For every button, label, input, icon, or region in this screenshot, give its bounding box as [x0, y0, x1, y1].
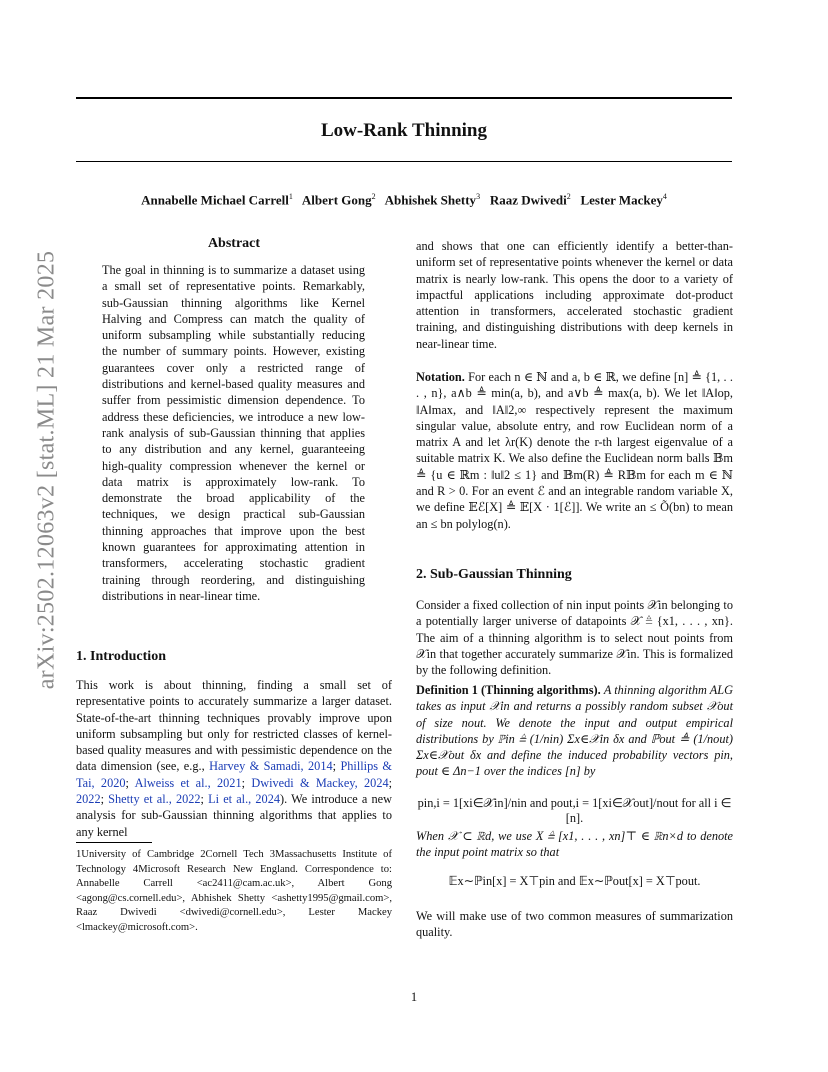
notation-text: For each n ∈ ℕ and a, b ∈ ℝ, we define	[468, 370, 671, 384]
author-name: Annabelle Michael Carrell	[141, 192, 289, 208]
section2-closing-paragraph: We will make use of two common measures of summarization quality.	[416, 909, 733, 940]
author-name: Abhishek Shetty	[384, 192, 477, 208]
citation-link[interactable]: Li et al., 2024	[208, 792, 280, 807]
equation-probability-vectors: pin,i = 1[xi∈𝒳in]/nin and pout,i = 1[xi∈𝒳out]/nout for all i ∈ [n].	[417, 796, 732, 825]
author-name: Lester Mackey	[580, 192, 663, 208]
title-top-rule	[76, 97, 732, 99]
paper-title: Low-Rank Thinning	[321, 120, 487, 141]
title-bottom-rule	[76, 161, 732, 162]
author-affiliation-mark: 3	[476, 192, 481, 201]
introduction-heading: 1. Introduction	[76, 649, 166, 664]
notation-label: Notation.	[416, 370, 465, 384]
author-affiliation-mark: 2	[371, 192, 376, 201]
definition-text: A thinning algorithm ALG takes as input 𝒳in and returns a possibly random subset 𝒳out of size nout. We denote the input and output empirical distributions by ℙin ≜ (1/nin) Σx∈𝒳in δx and ℙout ≜ (1/nout) Σx∈𝒳out δx and define the induced probability vectors pin, pout ∈ Δn−1 over the indices [n] by	[416, 683, 734, 779]
abstract-heading: Abstract	[207, 236, 261, 251]
footnote-rule	[76, 842, 152, 843]
section2-heading: 2. Sub-Gaussian Thinning	[416, 567, 572, 582]
intro-text: ). We introduce a new analysis for sub-Gaussian thinning algorithms that applies to any kernel	[76, 792, 392, 839]
author-list	[76, 192, 732, 208]
equation-expectations: 𝔼x∼ℙin[x] = X⊤pin and 𝔼x∼ℙout[x] = X⊤pout.	[448, 874, 701, 888]
abstract-text: The goal in thinning is to summarize a dataset using a small set of representative points. Remarkably, sub-Gaussian thinning algorithms like Kernel Halving and Compress can match the quality of uniform subsampling while substantially reducing the number of summary points. However, existing guarantees cover only a restricted range of distributions and kernel-based quality measures and suffer from pessimistic dimension dependence. To address these deficiencies, we introduce a new low-rank analysis of sub-Gaussian thinning that applies to any distribution and any kernel, guaranteeing high-quality compression whenever the kernel or data matrix is approximately low-rank. To demonstrate the broad applicability of the techniques, we design practical sub-Gaussian thinning approaches that improve upon the best known guarantees for approximating attention in transformers, accelerating stochastic gradient training through reordering, and distinguishing distributions in near-linear time.	[102, 263, 365, 603]
definition-label: Definition 1	[416, 683, 478, 697]
notation-text: [n] ≜ {1, . . . , n}, a∧b ≜ min(a, b), and a∨b ≜ max(a, b).	[416, 370, 734, 401]
arxiv-stamp	[24, 250, 70, 690]
definition-name: (Thinning algorithms).	[481, 683, 601, 697]
intro-text: This work is about thinning, finding a small set of representative points to accurately summarize a larger dataset. State-of-the-art thinning techniques provably improve upon uniform subsampling but only for restricted classes of kernel-based quality measures and with pessimistic dependence on the data dimension (see, e.g.,	[76, 678, 392, 774]
citation-link[interactable]: Harvey & Samadi, 2014	[209, 759, 333, 774]
citation-link[interactable]: 2022	[76, 792, 101, 807]
author-affiliation-mark: 4	[662, 192, 667, 201]
author-name: Albert Gong	[301, 192, 372, 208]
citation-link[interactable]: Dwivedi & Mackey, 2024	[251, 775, 389, 790]
author-affiliation-mark: 2	[566, 192, 571, 201]
citation-link[interactable]: Phillips & Tai, 2020	[76, 759, 392, 790]
citation-link[interactable]: Shetty et al., 2022	[108, 792, 201, 807]
introduction-paragraph: This work is about thinning, finding a small set of representative points to accurately summarize a larger dataset. State-of-the-art thinning techniques provably improve upon uniform subsampling but only for restricted classes of kernel-based quality measures and with pessimistic dependence on the data dimension (see, e.g., Harvey & Samadi, 2014; Phillips & Tai, 2020; Alweiss et al., 2021; Dwivedi & Mackey, 2024; 2022; Shetty et al., 2022; Li et al., 2024). We introduce a new analysis for sub-Gaussian thinning algorithms that applies to any kernel	[76, 678, 393, 839]
definition-1	[416, 682, 733, 780]
introduction-continuation: and shows that one can efficiently identify a better-than-uniform set of representative points whenever the kernel or data matrix is nearly low-rank. This opens the door to a variety of impactful applications including approximate dot-product attention in transformers, accelerated stochastic gradient training, and distinguishing distributions with deep kernels in near-linear time.	[416, 239, 733, 351]
section2-paragraph: Consider a fixed collection of nin input points 𝒳in belonging to a potentially larger universe of datapoints 𝒳 ≜ {x1, . . . , xn}. The aim of a thinning algorithm is to select nout points from 𝒳in that together accurately summarize 𝒳in. This is formalized by the following definition.	[416, 598, 733, 678]
arxiv-identifier: arXiv:2502.12063v2 [stat.ML] 21 Mar 2025	[33, 250, 60, 690]
page-number: 1	[410, 990, 418, 1004]
author-affiliation-mark: 1	[288, 192, 293, 201]
notation-paragraph	[416, 369, 733, 532]
author-name: Raaz Dwivedi	[489, 192, 567, 208]
citation-link[interactable]: Alweiss et al., 2021	[134, 775, 242, 790]
affiliations-footnote: 1University of Cambridge 2Cornell Tech 3Massachusetts Institute of Technology 4Microsoft Research New England. Correspondence to: Annabelle Carrell <ac2411@cam.ac.uk>, Albert Gong <agong@cs.cornell.edu>, Abhishek Shetty <ashetty1995@gmail.com>, Raaz Dwivedi <dwivedi@cornell.edu>, Lester Mackey <lmackey@microsoft.com>.	[76, 849, 392, 933]
definition-continuation: When 𝒳 ⊂ ℝd, we use X ≜ [x1, . . . , xn]⊤ ∈ ℝn×d to denote the input point matrix so that	[416, 829, 733, 860]
notation-text: We let ‖A‖op, ‖A‖max, and ‖A‖2,∞ respectively represent the maximum singular value, absolute entry, and row Euclidean norm of a matrix A and let λr(K) denote the r-th largest eigenvalue of a suitable matrix K. We also define the Euclidean norm balls 𝔹m ≜ {u ∈ ℝm : ‖u‖2 ≤ 1} and 𝔹m(R) ≜ R𝔹m for each m ∈ ℕ and R > 0. For an event ℰ and an integrable random variable X, we define 𝔼ℰ[X] ≜ 𝔼[X · 1[ℰ]]. We write an ≤ Õ(bn) to mean an ≤ bn polylog(n).	[416, 386, 733, 531]
